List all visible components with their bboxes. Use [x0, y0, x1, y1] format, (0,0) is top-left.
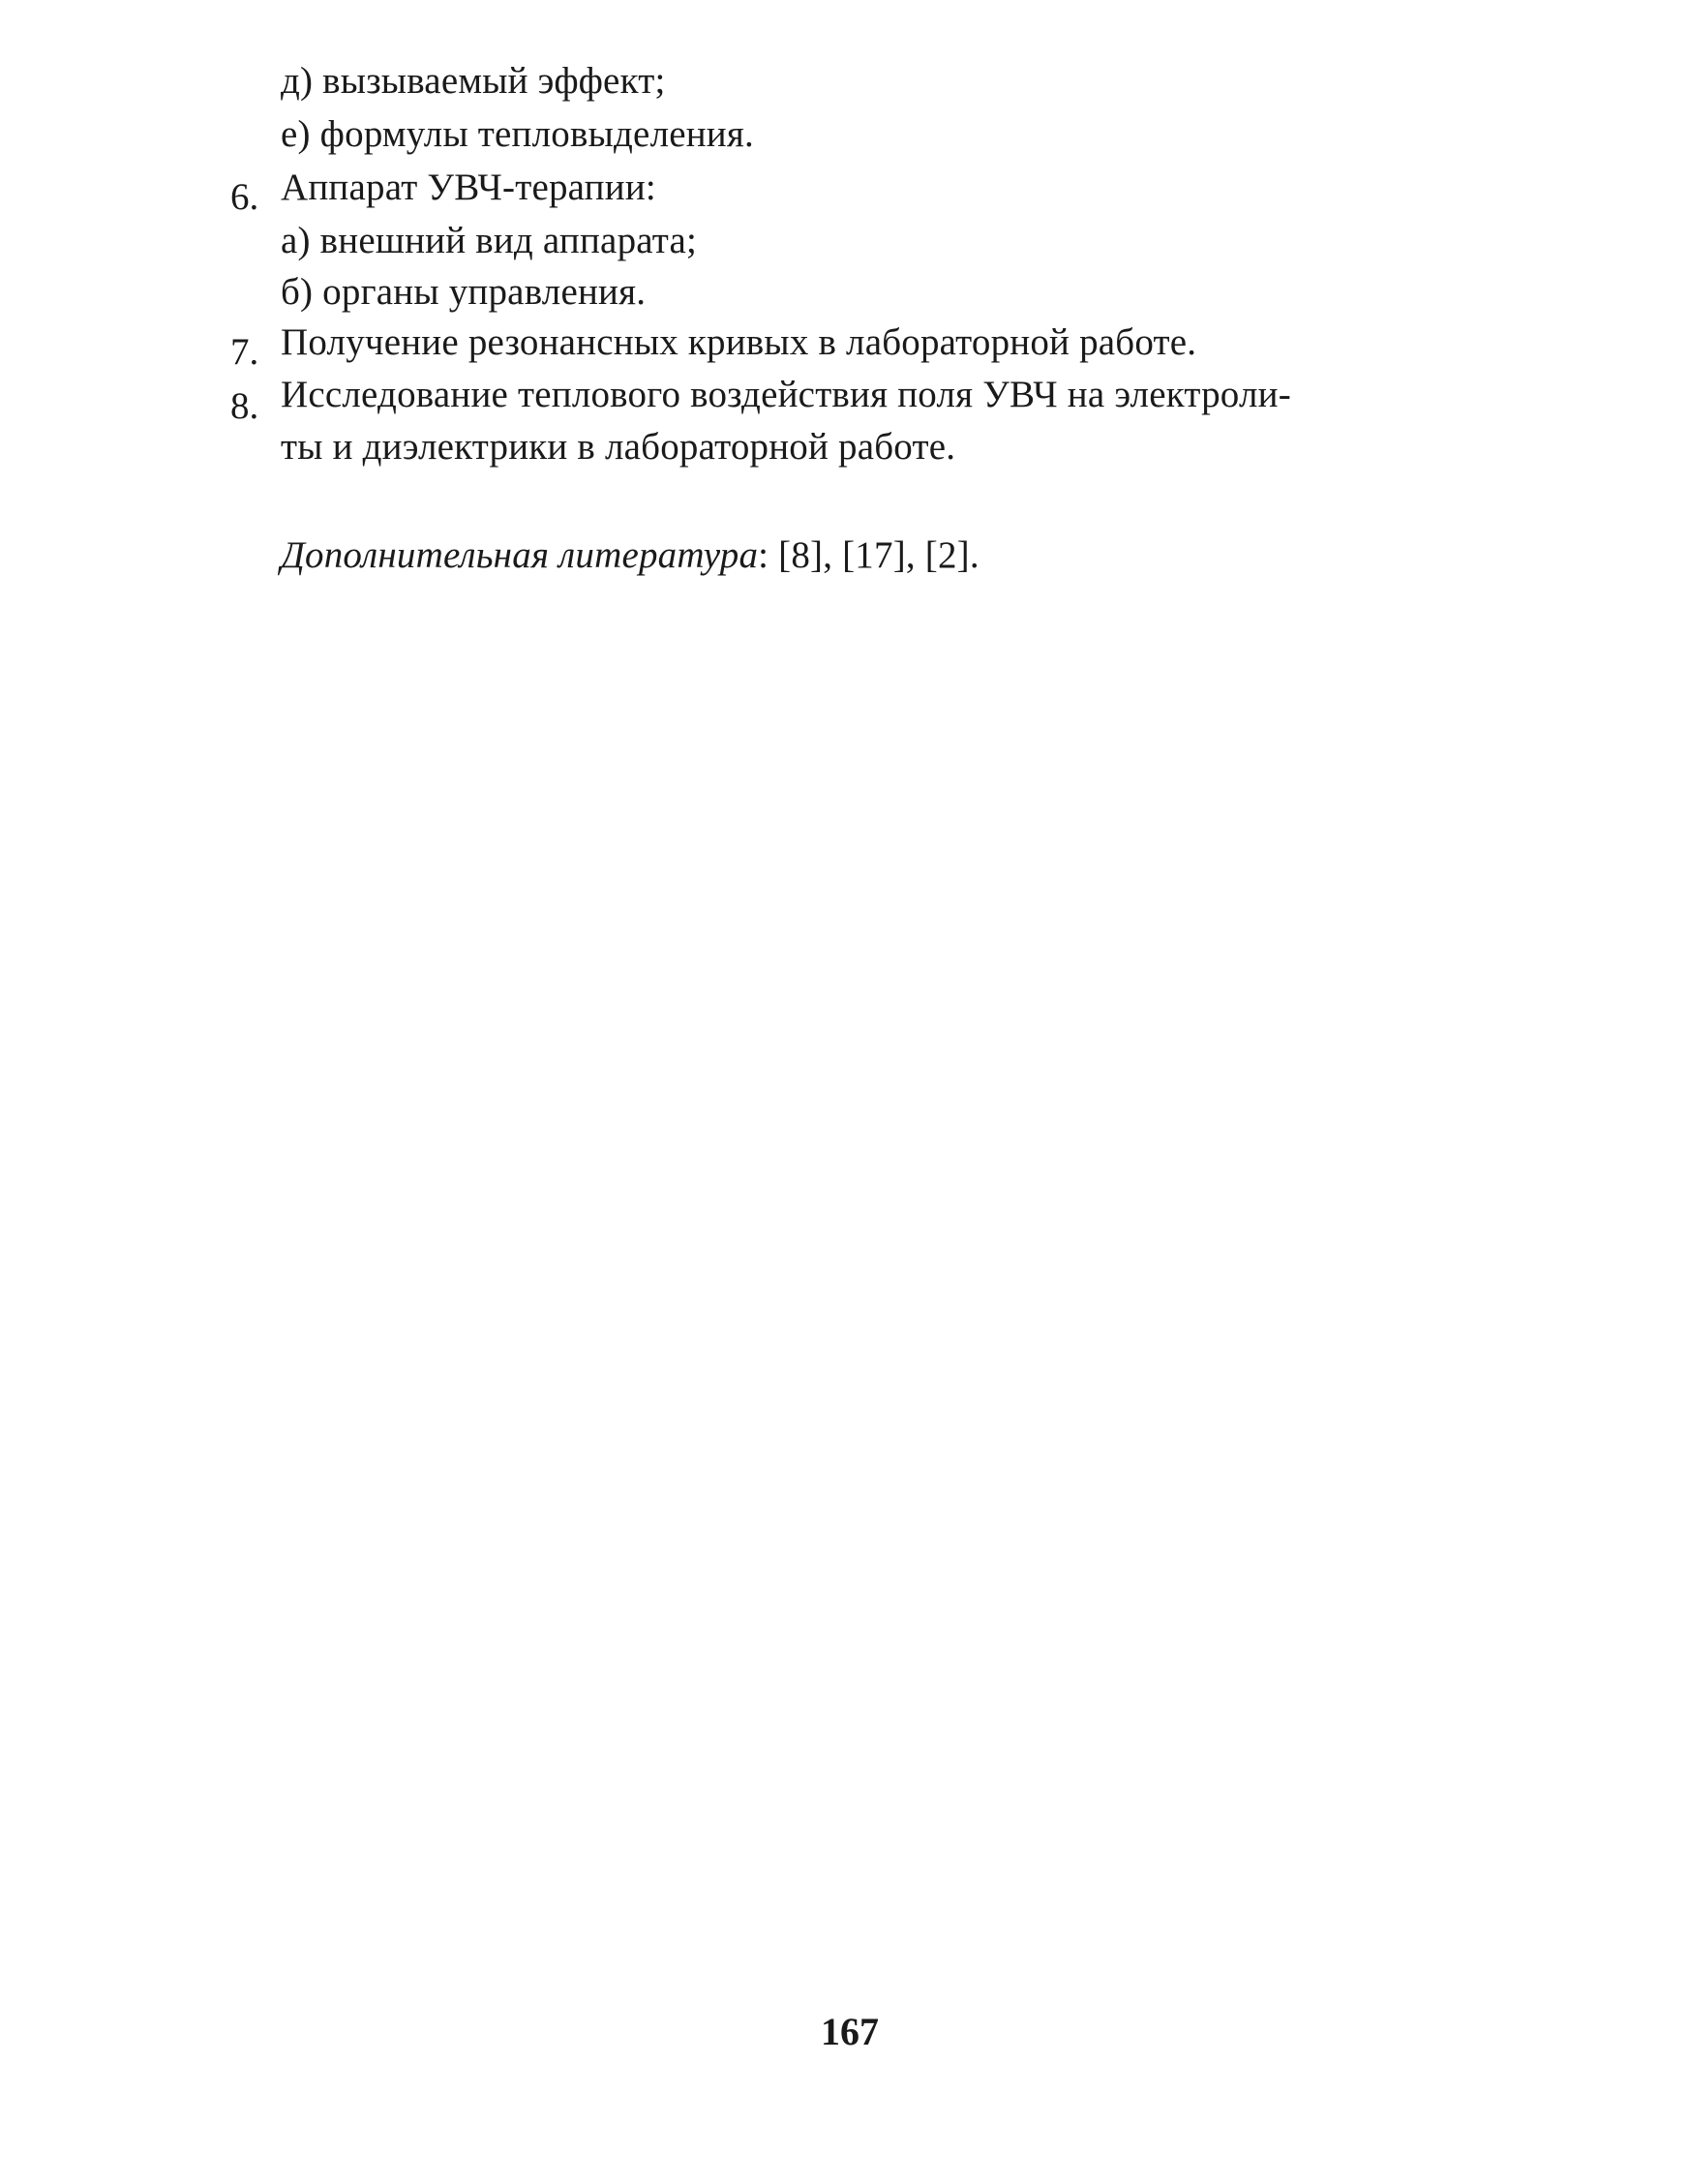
list-subitem-d: д) вызываемый эффект; — [281, 60, 666, 102]
list-item-number-7: 7. — [230, 331, 259, 373]
list-item-6-text: Аппарат УВЧ-терапии: — [281, 167, 656, 208]
list-item-number-8: 8. — [230, 385, 259, 427]
literature-refs: : [8], [17], [2]. — [758, 534, 980, 576]
list-subitem-a: а) внешний вид аппарата; — [281, 220, 698, 261]
list-item-7-text: Получение резонансных кривых в лабораторной работе. — [281, 321, 1197, 363]
page-number: 167 — [821, 2010, 879, 2053]
list-subitem-b: б) органы управления. — [281, 271, 647, 313]
list-item-8-text-line1: Исследование теплового воздействия поля УВЧ на электроли- — [281, 374, 1291, 415]
list-item-number-6: 6. — [230, 176, 259, 218]
literature-label: Дополнительная литература — [281, 534, 759, 576]
list-item-8-text-line2: ты и диэлектрики в лабораторной работе. — [281, 426, 956, 468]
list-subitem-e: е) формулы тепловыделения. — [281, 113, 754, 155]
additional-literature — [281, 532, 980, 579]
